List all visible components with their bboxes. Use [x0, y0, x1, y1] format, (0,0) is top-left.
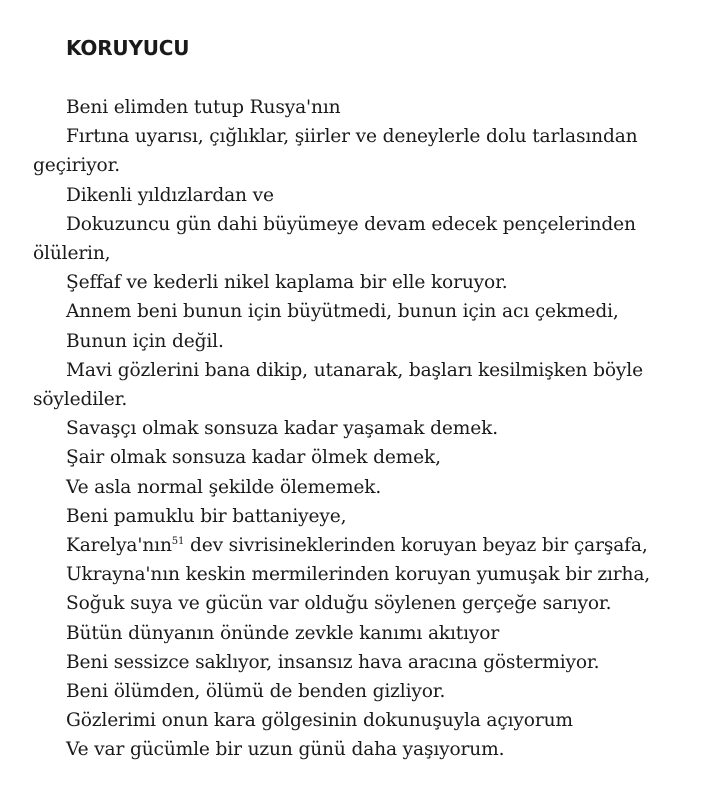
poem-line: Beni ölümden, ölümü de benden gizliyor. [66, 681, 446, 703]
poem-line-text: Karelya'nın [66, 535, 172, 557]
poem-line: Savaşçı olmak sonsuza kadar yaşamak demek. [66, 418, 498, 440]
poem-line-text: dev sivrisineklerinden koruyan beyaz bir çarşafa, [184, 535, 648, 557]
footnote-marker: 51 [171, 536, 185, 548]
poem-title: KORUYUCU [66, 36, 190, 60]
poem-line: Beni pamuklu bir battaniyeye, [66, 505, 347, 527]
poem-line: Ve asla normal şekilde ölememek. [66, 476, 382, 498]
poem-line: Soğuk suya ve gücün var olduğu söylenen gerçeğe sarıyor. [66, 593, 612, 615]
poem-line: Beni elimden tutup Rusya'nın [66, 97, 341, 118]
poem-line: Fırtına uyarısı, çığlıklar, şiirler ve deneylerle dolu tarlasından geçiriyor. [33, 126, 638, 177]
poem-line: Bunun için değil. [66, 330, 224, 352]
poem-line: Ukrayna'nın keskin mermilerinden koruyan yumuşak bir zırha, [66, 564, 651, 586]
poem-line [33, 531, 685, 560]
poem-line: Dikenli yıldızlardan ve [66, 184, 274, 206]
poem-line: Ve var gücümle bir uzun günü daha yaşıyorum. [66, 739, 505, 761]
poem-line: Mavi gözlerini bana dikip, utanarak, başları kesilmişken böyle söylediler. [33, 359, 643, 411]
poem-line: Annem beni bunun için büyütmedi, bunun için acı çekmedi, [66, 301, 619, 323]
poem-body [33, 93, 685, 765]
poem-line: Şair olmak sonsuza kadar ölmek demek, [66, 447, 441, 469]
poem-line: Bütün dünyanın önünde zevkle kanımı akıtıyor [66, 622, 500, 644]
poem-line: Şeffaf ve kederli nikel kaplama bir elle koruyor. [66, 272, 508, 294]
poem-line: Beni sessizce saklıyor, insansız hava aracına göstermiyor. [66, 651, 600, 673]
poem-line: Gözlerimi onun kara gölgesinin dokunuşuyla açıyorum [66, 710, 573, 732]
poem-line: Dokuzuncu gün dahi büyümeye devam edecek pençelerinden ölülerin, [33, 213, 636, 265]
